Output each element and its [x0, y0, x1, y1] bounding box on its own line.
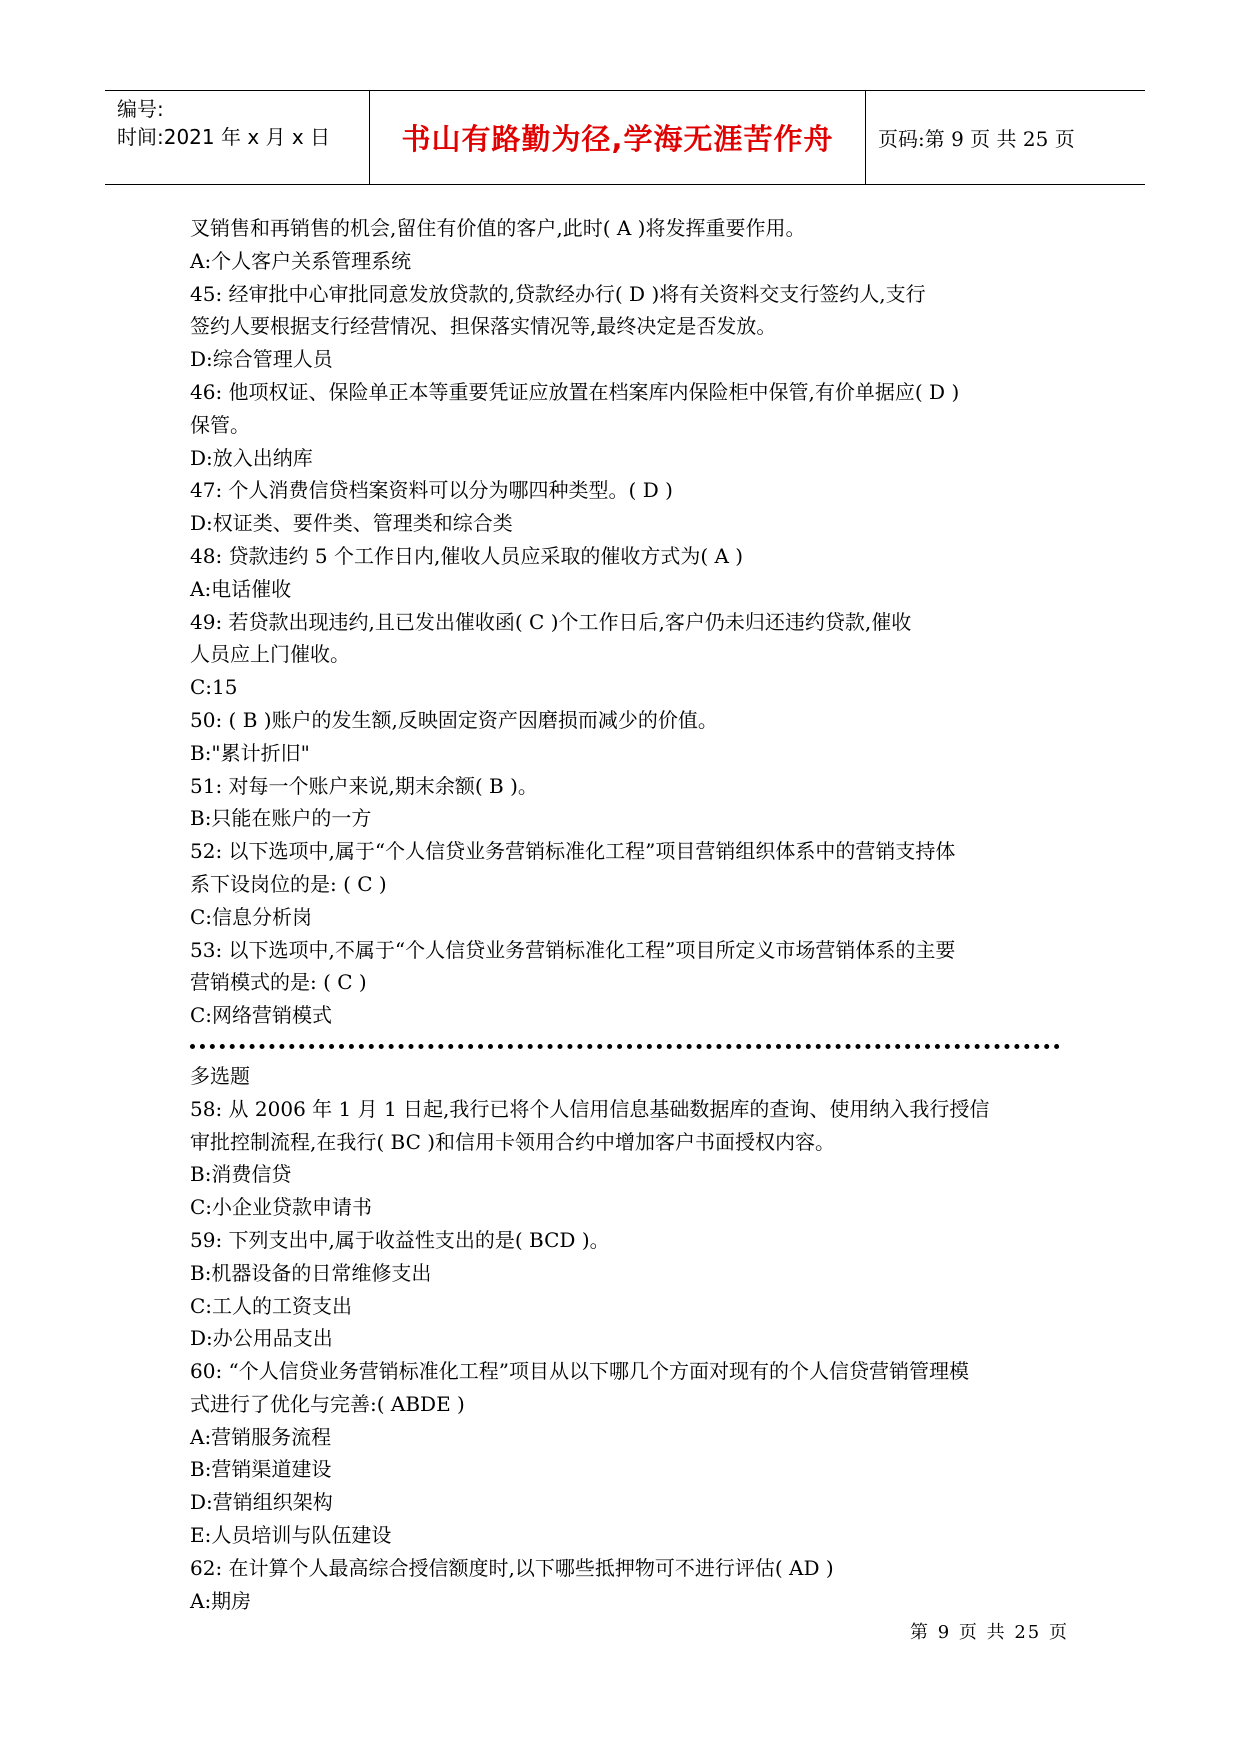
text-line: D:放入出纳库	[190, 445, 313, 470]
text-line: C:15	[190, 675, 238, 700]
text-line: C:小企业贷款申请书	[190, 1195, 373, 1220]
text-line: 49: 若贷款出现违约,且已发出催收函( C )个工作日后,客户仍未归还违约贷款,催收	[190, 609, 912, 634]
text-line: A:个人客户关系管理系统	[190, 248, 412, 273]
text-line: 60: “个人信贷业务营销标准化工程”项目从以下哪几个方面对现有的个人信贷营销管理模	[190, 1359, 969, 1384]
text-line: 59: 下列支出中,属于收益性支出的是( BCD )。	[190, 1227, 610, 1252]
text-line: C:网络营销模式	[190, 1003, 333, 1028]
text-line: E:人员培训与队伍建设	[190, 1523, 392, 1548]
text-line: B:消费信贷	[190, 1162, 292, 1187]
text-line: 58: 从 2006 年 1 月 1 日起,我行已将个人信用信息基础数据库的查询、使用纳入我行授信	[190, 1096, 990, 1121]
text-line: 营销模式的是: ( C )	[190, 970, 367, 995]
text-line: C:信息分析岗	[190, 904, 313, 929]
text-line: 45: 经审批中心审批同意发放贷款的,贷款经办行( D )将有关资料交支行签约人,支行	[190, 281, 926, 306]
text-line: C:工人的工资支出	[190, 1293, 353, 1318]
header-table	[105, 90, 1145, 185]
document-body	[190, 212, 1070, 1617]
text-line: 保管。	[190, 412, 250, 437]
serial-number-label: 编号:	[117, 97, 164, 121]
text-line: 46: 他项权证、保险单正本等重要凭证应放置在档案库内保险柜中保管,有价单据应( D )	[190, 379, 960, 404]
text-line: 47: 个人消费信贷档案资料可以分为哪四种类型。( D )	[190, 478, 673, 503]
text-line: 式进行了优化与完善:( ABDE )	[190, 1391, 465, 1416]
multiple-choice-section	[190, 1060, 1070, 1618]
text-line: 签约人要根据支行经营情况、担保落实情况等,最终决定是否发放。	[190, 314, 777, 339]
time-label: 时间:2021 年 x 月 x 日	[117, 125, 331, 149]
text-line: 53: 以下选项中,不属于“个人信贷业务营销标准化工程”项目所定义市场营销体系的主要	[190, 937, 956, 962]
text-line: 系下设岗位的是: ( C )	[190, 871, 387, 896]
text-line: 62: 在计算个人最高综合授信额度时,以下哪些抵押物可不进行评估( AD )	[190, 1555, 834, 1580]
text-line: A:期房	[190, 1588, 252, 1613]
text-line: D:权证类、要件类、管理类和综合类	[190, 511, 513, 536]
text-line: 51: 对每一个账户来说,期末余额( B )。	[190, 773, 538, 798]
text-line: 50: ( B )账户的发生额,反映固定资产因磨损而减少的价值。	[190, 707, 718, 732]
text-line: 叉销售和再销售的机会,留住有价值的客户,此时( A )将发挥重要作用。	[190, 216, 806, 240]
text-line: 52: 以下选项中,属于“个人信贷业务营销标准化工程”项目营销组织体系中的营销支持体	[190, 839, 956, 864]
text-line: D:办公用品支出	[190, 1326, 333, 1351]
text-line: 审批控制流程,在我行( BC )和信用卡领用合约中增加客户书面授权内容。	[190, 1129, 836, 1154]
text-line: B:营销渠道建设	[190, 1457, 332, 1482]
text-line: B:"累计折旧"	[190, 740, 310, 765]
page-footer: 第 9 页 共 25 页	[910, 1622, 1069, 1643]
text-line: D:综合管理人员	[190, 347, 333, 372]
text-line: A:营销服务流程	[190, 1424, 332, 1449]
motto-text: 书山有路勤为径,学海无涯苦作舟	[401, 122, 834, 156]
text-line: B:机器设备的日常维修支出	[190, 1260, 432, 1285]
page-number-label: 页码:第 9 页 共 25 页	[878, 127, 1075, 151]
single-choice-section	[190, 212, 1070, 1032]
header-motto-cell	[370, 91, 866, 184]
text-line: 人员应上门催收。	[190, 642, 350, 667]
text-line: A:电话催收	[190, 576, 292, 601]
header-left-cell	[105, 91, 370, 184]
text-line: D:营销组织架构	[190, 1490, 333, 1515]
text-line: 48: 贷款违约 5 个工作日内,催收人员应采取的催收方式为( A )	[190, 543, 744, 568]
text-line: B:只能在账户的一方	[190, 806, 372, 831]
header-page-cell	[866, 91, 1145, 184]
dotted-separator	[190, 1032, 1070, 1060]
text-line: 多选题	[190, 1063, 250, 1088]
